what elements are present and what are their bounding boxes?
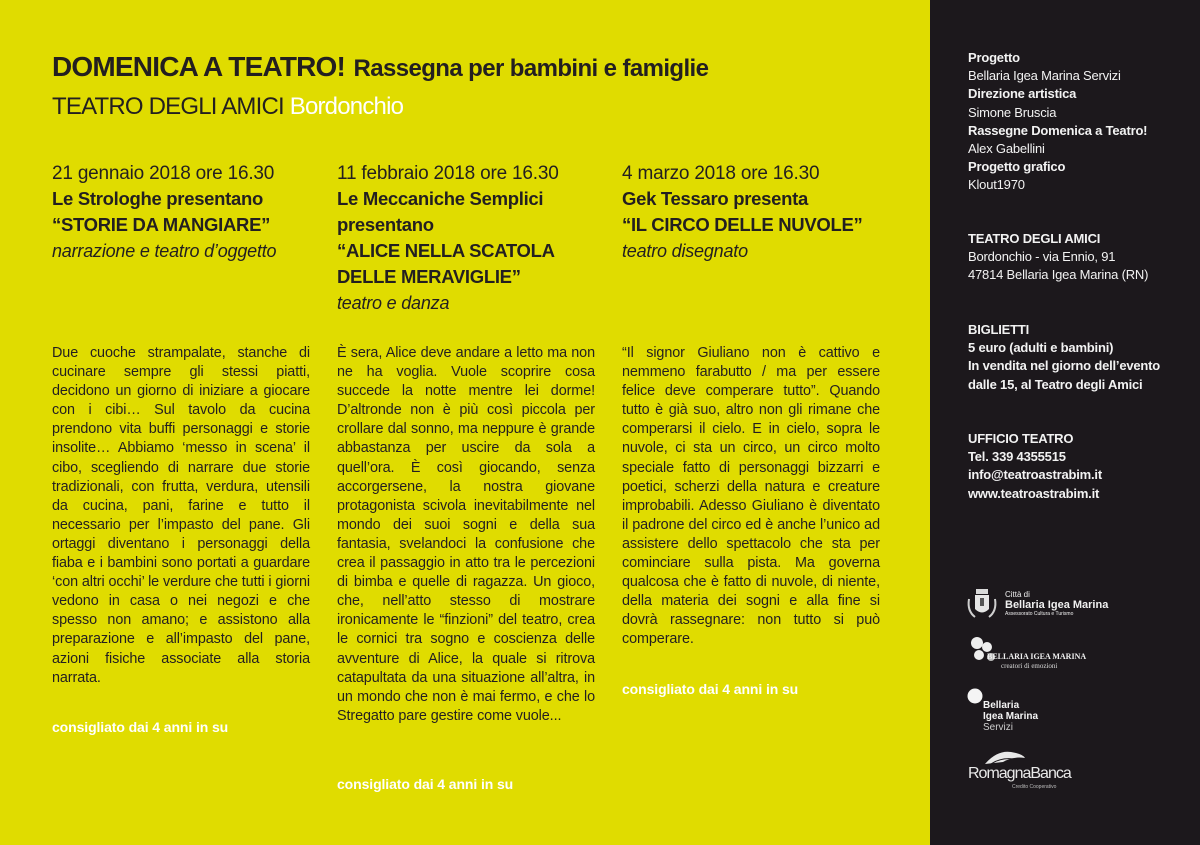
city-logo: [965, 585, 1108, 621]
credits-block: [968, 49, 1147, 195]
title-main: DOMENICA A TEATRO!: [52, 51, 346, 82]
venue-address-line2: 47814 Bellaria Igea Marina (RN): [968, 267, 1149, 283]
office-website[interactable]: www.teatroastrabim.it: [968, 485, 1100, 501]
event-genre: narrazione e teatro d’oggetto: [52, 241, 277, 261]
services-logo-line3: Servizi: [983, 722, 1014, 733]
tourism-logo: [965, 635, 1105, 669]
bank-logo-sub: Credito Cooperativo: [1012, 784, 1057, 790]
event-2-description: È sera, Alice deve andare a letto ma non ne ha voglia. Vuole scoprire cosa succede la notte mentre lei dorme! D’altronde non è più così piccola per crollare dal sonno, ma neppure è grande abbastanza per uscire da sola a quell’ora. È così giocando, senza accorgersene, la nostra giovane protagonista scivola inevitabilmente nel mondo dei suoi sogni e della sua fantasia, svelandoci la confusione che crea il passaggio in atto tra le percezioni di bimba e quelle di ragazza. Un gioco, che, nell’atto stesso di mostrare ironicamente le “finzioni” del teatro, crea le cornici tra sogno e coscienza delle avventure di Alice, la quale si ritrova catapultata da una situazione all’altra, in un mondo che non è mai fermo, e che lo Stregatto pare gestire come vuole...: [337, 345, 595, 724]
venue-block-heading: TEATRO DEGLI AMICI: [968, 231, 1101, 246]
event-3-header: [622, 162, 892, 264]
city-logo-sub: Assessorato Cultura e Turismo: [1005, 610, 1074, 617]
city-logo-name: Bellaria Igea Marina: [1005, 598, 1109, 611]
credit-value: Bellaria Igea Marina Servizi: [968, 68, 1121, 84]
tickets-sale-line2: dalle 15, al Teatro degli Amici: [968, 376, 1143, 392]
event-1-description: Due cuoche strampalate, stanche di cucinare sempre gli stessi piatti, decidono un giorno di iniziare a giocare con i cibi… Sul tavolo da cucina prendono vita buffi personaggi e storie insolite… Abbiamo ‘messo in scena’ il cibo, scegliendo di narrare due storie tradizionali, con frutta, verdura, utensili da cucina, pani, farine e tutto il necessario per l’impasto del pane. Gli ortaggi diventano i personaggi della fiaba e i bambini sono portati a guardare ‘con altri occhi’ le verdure che tutti i giorni vedono in casa o nei negozi e che spesso non amano; e assistono alla preparazione e all’impasto del pane, azioni fisiche associate alla storia narrata.: [52, 345, 310, 686]
event-genre: teatro e danza: [337, 293, 450, 313]
event-1-age-recommendation: consigliato dai 4 anni in su: [52, 719, 229, 735]
tourism-logo-name: BELLARIA IGEA MARINA: [987, 652, 1087, 661]
venue-heading: [52, 93, 403, 121]
credit-label: Rassegne Domenica a Teatro!: [968, 122, 1148, 138]
office-heading: UFFICIO TEATRO: [968, 431, 1074, 446]
event-title-line2: DELLE MERAVIGLIE”: [337, 266, 521, 287]
venue-address-line1: Bordonchio - via Ennio, 91: [968, 249, 1116, 265]
bank-logo-name: RomagnaBanca: [968, 765, 1071, 782]
circle-icon: [967, 688, 983, 704]
event-2-header: [337, 162, 607, 316]
credit-label: Progetto: [968, 50, 1020, 65]
services-logo-line2: Igea Marina: [983, 711, 1039, 722]
event-company: Le Meccaniche Semplici presentano: [337, 188, 544, 235]
credit-value: Simone Bruscia: [968, 104, 1057, 120]
event-date: 21 gennaio 2018 ore 16.30: [52, 163, 275, 184]
tickets-block: [968, 321, 1160, 394]
venue-block: [968, 230, 1148, 285]
event-title: “IL CIRCO DELLE NUVOLE”: [622, 214, 863, 235]
event-2-age-recommendation: consigliato dai 4 anni in su: [337, 776, 514, 792]
tickets-price: 5 euro (adulti e bambini): [968, 340, 1114, 356]
tickets-heading: BIGLIETTI: [968, 322, 1030, 337]
credit-value: Klout1970: [968, 177, 1025, 193]
tourism-logo-sub: creatori di emozioni: [1001, 662, 1058, 670]
event-genre: teatro disegnato: [622, 241, 748, 261]
event-title-line1: “ALICE NELLA SCATOLA: [337, 240, 555, 261]
credit-label: Progetto grafico: [968, 159, 1066, 175]
bank-logo: [965, 748, 1075, 798]
services-logo: [965, 688, 1065, 738]
event-3-age-recommendation: consigliato dai 4 anni in su: [622, 681, 799, 697]
venue-place: Bordonchio: [289, 93, 404, 120]
office-email[interactable]: info@teatroastrabim.it: [968, 467, 1102, 483]
credit-value: Alex Gabellini: [968, 141, 1045, 157]
event-title: “STORIE DA MANGIARE”: [52, 214, 271, 235]
credit-label: Direzione artistica: [968, 86, 1077, 102]
event-company: Gek Tessaro presenta: [622, 188, 808, 209]
title-subtitle: Rassegna per bambini e famiglie: [353, 55, 709, 82]
event-date: 11 febbraio 2018 ore 16.30: [337, 163, 559, 184]
event-date: 4 marzo 2018 ore 16.30: [622, 163, 820, 184]
event-3-description: “Il signor Giuliano non è cattivo e nemmeno farabutto / ma per essere felice deve comperare tutto”. Quando tutto è già suo, altro non gli rimane che comperarsi il cielo. E in cielo, sopra le nuvole, ci sta un circo, un circo molto speciale fatto di personaggi bizzarri e poetici, scherzi della natura e creature improbabili. Adesso Giuliano è diventato il padrone del circo ed è anche l’unico ad assistere dello spettacolo che sta per cominciare sulla pista. Ma governa qualcosa che è fatto di nuvole, di niente, della materia dei sogni e alla fine si dovrà rassegnare: non tutto si può comperare.: [622, 345, 880, 648]
wave-icon: [983, 748, 1027, 766]
page-title: [52, 51, 708, 83]
event-1-header: [52, 162, 322, 264]
office-block: [968, 430, 1102, 503]
event-company: Le Strologhe presentano: [52, 188, 264, 209]
tickets-sale-line1: In vendita nel giorno dell’evento: [968, 358, 1161, 374]
services-logo-line1: Bellaria: [983, 700, 1020, 711]
coat-of-arms-icon: [965, 585, 999, 621]
venue-name: TEATRO DEGLI AMICI: [52, 93, 284, 120]
office-phone[interactable]: Tel. 339 4355515: [968, 449, 1066, 465]
city-logo-small: Città di: [1005, 589, 1030, 599]
